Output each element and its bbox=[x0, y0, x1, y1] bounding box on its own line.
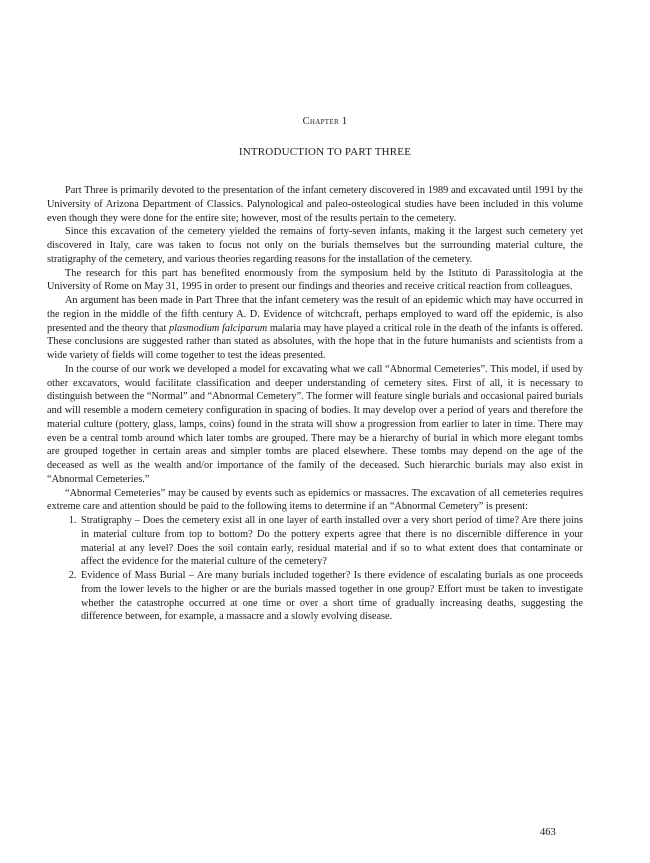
paragraph-text: malaria may have played a critical role in the death of the infants is offered. These conclusions are suggested rather than stated as absolutes, with the hope that in the future humanists and scientists from a wide variety of fields will come together to test the ideas presented. bbox=[47, 322, 584, 361]
list-item: 1. Stratigraphy – Does the cemetery exist all in one layer of earth installed over a very short period of time? Are there joins in material culture from top to bottom? Do the pottery experts agree that there is no discernible difference in your material at any level? Does the soil contain early, residual material and if so to what extent does that contaminate or affect the evidence for the material culture of the cemetery? bbox=[79, 514, 583, 569]
chapter-title: INTRODUCTION TO PART THREE bbox=[238, 146, 412, 158]
list-item: 2. Evidence of Mass Burial – Are many burials included together? Is there evidence of escalating burials as one proceeds from the lower levels to the higher or are the burials massed together in one group? Effort must be taken to investigate whether the catastrophe occurred at one time or over a short time of gradually increasing deaths, suggesting the difference between, for example, a massacre and a slowly evolving disease. bbox=[79, 569, 583, 624]
paragraph: Part Three is primarily devoted to the presentation of the infant cemetery discovered in 1989 and excavated until 1991 by the University of Arizona Department of Classics. Palynological and paleo-osteological studies have been included in this volume even though they were done for the entire site; however, most of the results pertain to the cemetery. bbox=[47, 185, 583, 224]
italic-term: plasmodium falciparum bbox=[169, 322, 268, 334]
paragraph-text: An argument has been made in Part Three that the infant cemetery was the result of an epidemic which may have occurred in the region in the middle of the fifth century A. D. Evidence of witchcraft, perhaps employed to ward off the epidemic, is also presented and the theory that bbox=[47, 295, 583, 334]
page-number: 463 bbox=[540, 827, 556, 838]
paragraph: The research for this part has benefited enormously from the symposium held by the Istituto di Parassitologia at the University of Rome on May 31, 1995 in order to present our findings and theories and receive critical reaction from colleagues. bbox=[47, 267, 583, 293]
chapter-label: Chapter 1 bbox=[302, 116, 348, 127]
criteria-list bbox=[47, 514, 583, 624]
paragraph: In the course of our work we developed a model for excavating what we call “Abnormal Cemeteries”. This model, if used by other excavators, would facilitate classification and deeper understanding of cemetery sites. First of all, it is necessary to distinguish between the “Normal” and “Abnormal Cemetery”. The former will feature single burials and occasional paired burials and will resemble a modern cemetery configuration in spacing of bodies. It may develop over a period of years and therefore the material culture (pottery, glass, lamps, coins) found in the strata will show a progression from earlier to later in time. There may even be a central tomb around which later tombs are grouped. There may be a hierarchy of burial in which more elegant tombs are grouped together in certain areas and simpler tombs are placed elsewhere. These tombs may depend on the age of the deceased as well as the wealth and/or importance of the family of the deceased. Such hierarchic burials may also exist in “Abnormal Cemeteries.” bbox=[47, 363, 583, 485]
paragraph: “Abnormal Cemeteries” may be caused by events such as epidemics or massacres. The excavation of all cemeteries requires extreme care and attention should be paid to the following items to determine if an “Abnormal Cemetery” is present: bbox=[47, 487, 583, 513]
body-text bbox=[47, 184, 583, 624]
paragraph bbox=[47, 294, 583, 363]
paragraph: Since this excavation of the cemetery yielded the remains of forty-seven infants, making it the largest such cemetery yet discovered in Italy, care was taken to focus not only on the burials themselves but the surrounding material culture, the stratigraphy of the cemetery, and various theories regarding reasons for the installation of the cemetery. bbox=[47, 226, 583, 265]
